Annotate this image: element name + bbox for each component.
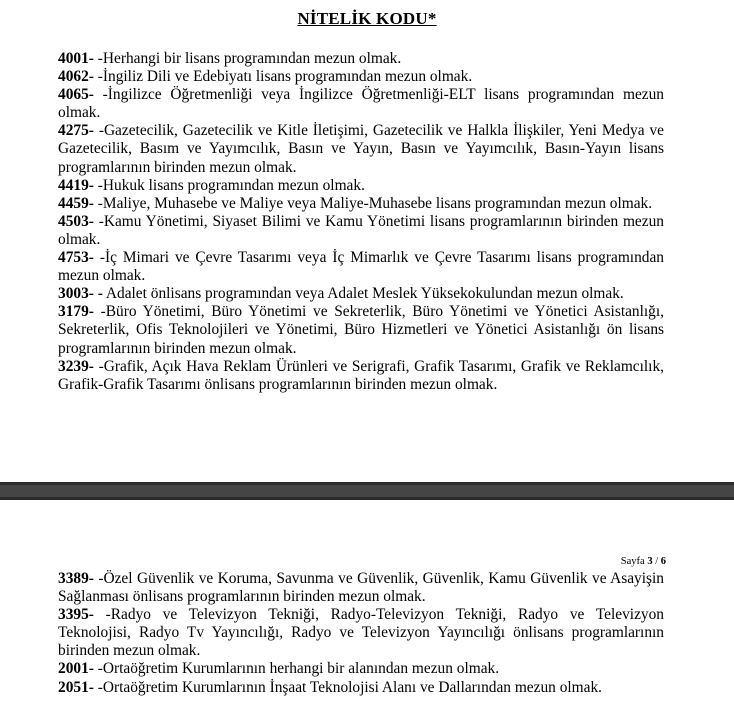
qualification-code: 4503- — [58, 212, 94, 230]
page-label: Sayfa — [620, 556, 645, 567]
qualification-code: 2051- — [58, 678, 94, 696]
qualification-code: 3395- — [58, 606, 94, 624]
qualification-code: 3003- - — [58, 285, 103, 303]
qualification-description: -Maliye, Muhasebe ve Maliye veya Maliye-Muhasebe lisans programından mezun olmak. — [93, 194, 653, 212]
qualification-code: 4065- — [58, 86, 94, 104]
qualification-description: -Kamu Yönetimi, Siyaset Bilimi ve Kamu Yönetimi lisans programlarının birinden mezun olmak. — [58, 212, 664, 248]
qualification-description: -Ortaöğretim Kurumlarının İnşaat Teknolojisi Alanı ve Dallarından mezun olmak. — [93, 678, 603, 696]
list-item — [58, 68, 664, 86]
qualification-code: 4001- — [58, 50, 94, 67]
page-separator — [0, 482, 734, 500]
qualification-code: 2001- — [58, 660, 94, 678]
list-item — [58, 249, 664, 285]
list-item — [58, 122, 664, 176]
list-item — [58, 195, 664, 213]
qualification-description: -Gazetecilik, Gazetecilik ve Kitle İletişimi, Gazetecilik ve Halkla İlişkiler, Yeni Medya ve Gazetecilik, Basım ve Yayımcılık, Basın ve Yayın, Basın ve Yayımcılık, Basın-Yayın lisans programlarının birinden mezun olmak. — [58, 122, 664, 176]
page-title: NİTELİK KODU* — [297, 9, 437, 28]
qualification-list-top — [58, 50, 664, 394]
list-item — [58, 213, 664, 249]
total-pages: 6 — [660, 556, 666, 567]
qualification-code: 4459- — [58, 194, 94, 212]
qualification-list-bottom — [58, 570, 664, 697]
list-item — [58, 679, 664, 697]
qualification-description: -Özel Güvenlik ve Koruma, Savunma ve Güvenlik, Güvenlik, Kamu Güvenlik ve Asayişin Sağlanması önlisans programlarının birinden mezun olmak. — [58, 570, 664, 606]
list-item — [58, 86, 664, 122]
list-item — [58, 660, 664, 678]
current-page: 3 — [647, 556, 653, 567]
list-item — [58, 50, 664, 68]
qualification-description: Adalet önlisans programından veya Adalet Meslek Yüksekokulundan mezun olmak. — [102, 285, 624, 303]
qualification-description: -Radyo ve Televizyon Tekniği, Radyo-Televizyon Tekniği, Radyo ve Televizyon Teknolojisi, Radyo Tv Yayıncılığı, Radyo ve Televizyon Yayıncılığı önlisans programlarının birinden mezun olmak. — [58, 606, 664, 660]
list-item — [58, 177, 664, 195]
qualification-description: -Hukuk lisans programından mezun olmak. — [93, 176, 365, 194]
qualification-description: -İngilizce Öğretmenliği veya İngilizce Öğretmenliği-ELT lisans programından mezun olmak. — [58, 86, 664, 122]
list-item — [58, 303, 664, 357]
qualification-description: -Herhangi bir lisans programından mezun olmak. — [93, 50, 402, 67]
list-item — [58, 570, 664, 606]
qualification-description: -İngiliz Dili ve Edebiyatı lisans programından mezun olmak. — [93, 68, 473, 86]
qualification-code: 3389- — [58, 570, 94, 587]
qualification-description: -Grafik, Açık Hava Reklam Ürünleri ve Serigrafi, Grafik Tasarımı, Grafik ve Reklamcılık, Grafik-Grafik Tasarımı önlisans programlarının birinden mezun olmak. — [58, 357, 664, 393]
qualification-code: 4753- — [58, 249, 94, 267]
qualification-code: 3239- — [58, 357, 94, 375]
list-item — [58, 358, 664, 394]
qualification-code: 4275- — [58, 122, 94, 140]
page-number — [621, 556, 666, 567]
qualification-code: 3179- — [58, 303, 94, 321]
qualification-description: -Büro Yönetimi, Büro Yönetimi ve Sekreterlik, Büro Yönetimi ve Yönetici Asistanlığı, Sekreterlik, Ofis Teknolojileri ve Yönetimi, Büro Hizmetleri ve Yönetici Asistanlığı ön lisans programlarının birinden mezun olmak. — [58, 303, 664, 357]
qualification-description: -Ortaöğretim Kurumlarının herhangi bir alanından mezun olmak. — [93, 660, 500, 678]
list-item — [58, 285, 664, 303]
qualification-code: 4062- — [58, 68, 94, 86]
qualification-code: 4419- — [58, 176, 94, 194]
qualification-description: -İç Mimari ve Çevre Tasarımı veya İç Mimarlık ve Çevre Tasarımı lisans programından mezun olmak. — [58, 249, 664, 285]
page-separator-char: / — [655, 556, 659, 567]
list-item — [58, 606, 664, 660]
